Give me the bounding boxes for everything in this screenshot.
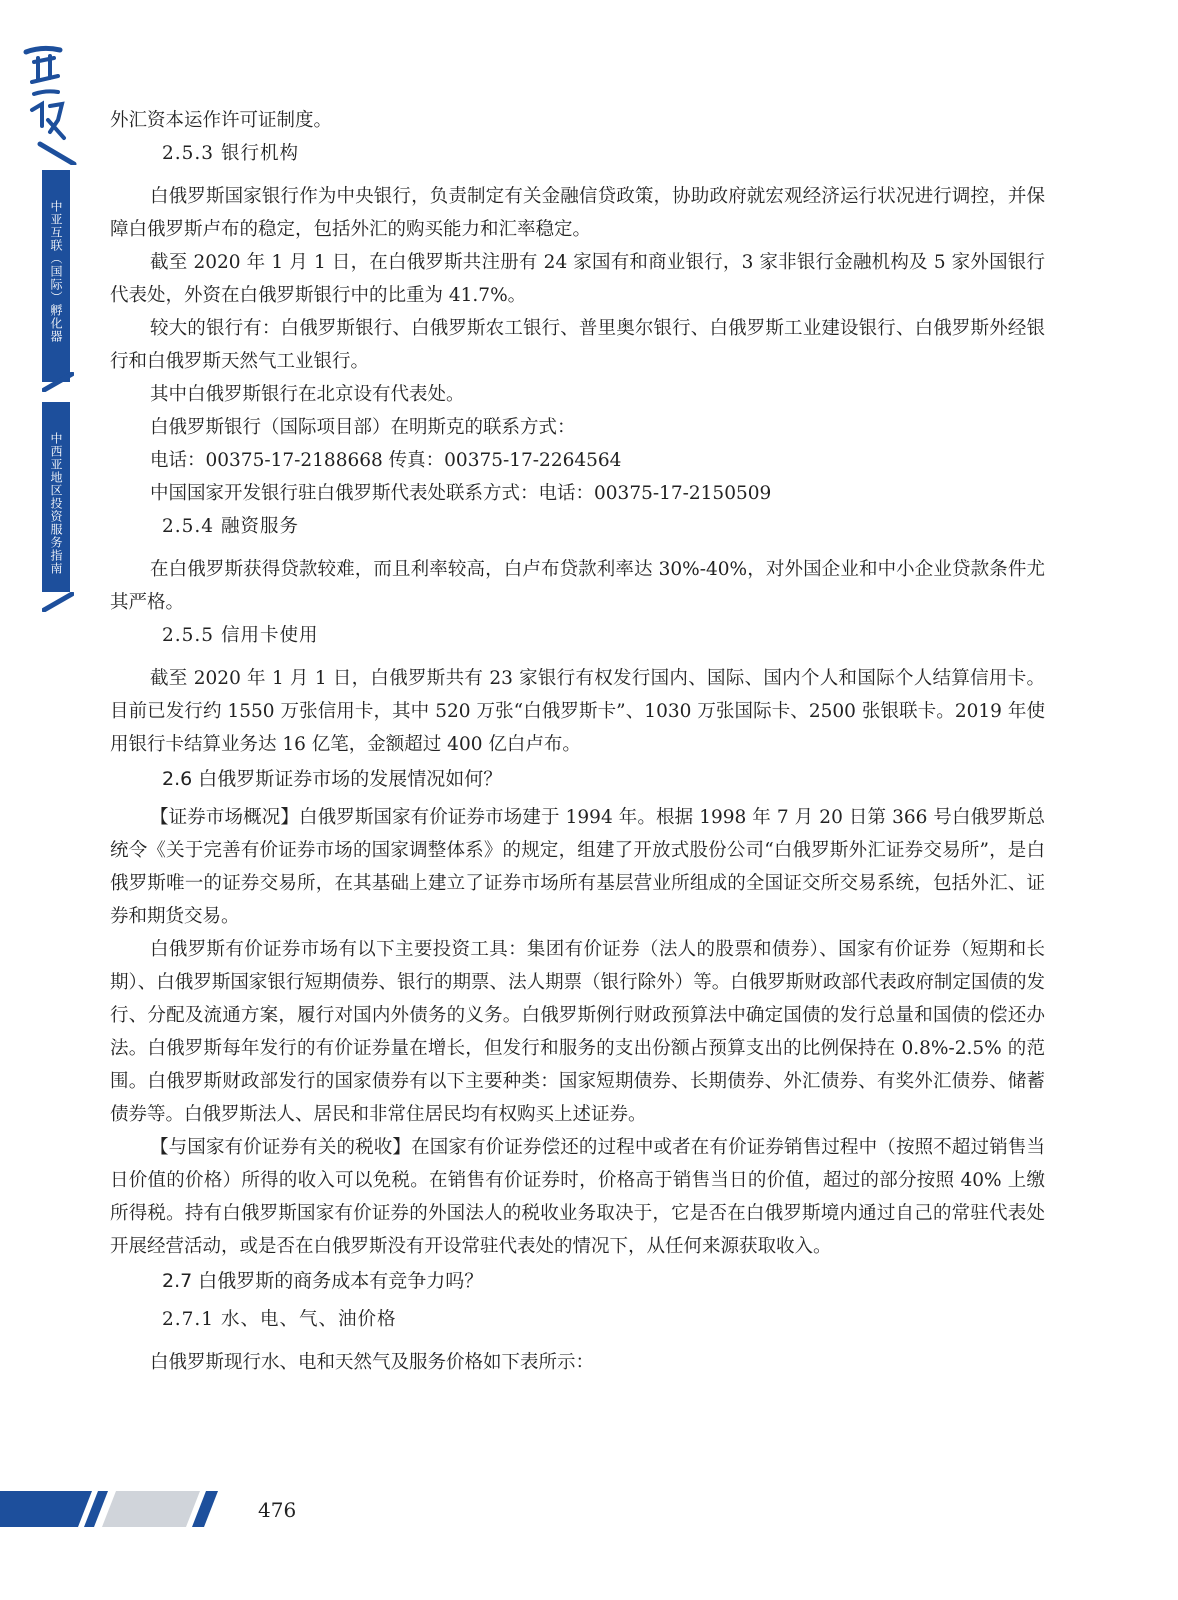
slash-decoration	[42, 592, 74, 612]
slash-decoration	[42, 372, 74, 392]
belt-and-road-logo	[20, 40, 80, 165]
side-band-incubator-text: 中亚互联（国际）孵化器	[49, 200, 63, 343]
section-heading-2-7-1: 2.7.1 水、电、气、油价格	[162, 1309, 397, 1330]
section-heading-2-6: 2.6 白俄罗斯证券市场的发展情况如何？	[162, 768, 503, 790]
section-heading-2-5-3: 2.5.3 银行机构	[162, 143, 299, 164]
section-heading-2-5-4: 2.5.4 融资服务	[162, 516, 299, 537]
section-heading-2-5-5: 2.5.5 信用卡使用	[162, 625, 319, 646]
paragraph: 中国国家开发银行驻白俄罗斯代表处联系方式：电话：00375-17-2150509	[150, 483, 772, 504]
side-band-incubator	[42, 170, 70, 382]
footer-stripes-decoration	[0, 1491, 230, 1527]
paragraph: 外汇资本运作许可证制度。	[110, 110, 333, 131]
paragraph: 较大的银行有：白俄罗斯银行、白俄罗斯农工银行、普里奥尔银行、白俄罗斯工业建设银行、白俄罗斯外经银行和白俄罗斯天然气工业银行。	[110, 318, 1045, 372]
paragraph: 截至 2020 年 1 月 1 日，在白俄罗斯共注册有 24 家国有和商业银行，3 家非银行金融机构及 5 家外国银行代表处，外资在白俄罗斯银行中的比重为 41.7%。	[110, 252, 1045, 306]
page-number: 476	[258, 1498, 297, 1522]
paragraph: 白俄罗斯国家银行作为中央银行，负责制定有关金融信贷政策，协助政府就宏观经济运行状况进行调控，并保障白俄罗斯卢布的稳定，包括外汇的购买能力和汇率稳定。	[110, 186, 1045, 240]
paragraph: 截至 2020 年 1 月 1 日，白俄罗斯共有 23 家银行有权发行国内、国际、国内个人和国际个人结算信用卡。目前已发行约 1550 万张信用卡，其中 520 万张“白俄罗斯卡”、1030 万张国际卡、2500 张银联卡。2019 年使用银行卡结算业务达 16 亿笔，金额超过 400 亿白卢布。	[110, 668, 1045, 755]
paragraph: 其中白俄罗斯银行在北京设有代表处。	[150, 384, 465, 405]
paragraph: 【与国家有价证券有关的税收】在国家有价证券偿还的过程中或者在有价证券销售过程中（按照不超过销售当日价值的价格）所得的收入可以免税。在销售有价证券时，价格高于销售当日的价值，超过的部分按照 40% 上缴所得税。持有白俄罗斯国家有价证券的外国法人的税收业务取决于，它是否在白俄罗斯境内通过自己的常驻代表处开展经营活动，或是否在白俄罗斯没有开设常驻代表处的情况下，从任何来源获取收入。	[110, 1137, 1045, 1257]
section-heading-2-7: 2.7 白俄罗斯的商务成本有竞争力吗？	[162, 1270, 484, 1292]
paragraph: 白俄罗斯现行水、电和天然气及服务价格如下表所示：	[150, 1352, 595, 1373]
paragraph: 白俄罗斯银行（国际项目部）在明斯克的联系方式：	[150, 417, 576, 438]
side-band-guide-text: 中西亚地区投资服务指南	[49, 432, 63, 575]
side-band-guide	[42, 402, 70, 592]
paragraph: 电话：00375-17-2188668 传真：00375-17-2264564	[150, 450, 622, 471]
page-body	[110, 104, 1045, 1379]
paragraph: 【证券市场概况】白俄罗斯国家有价证券市场建于 1994 年。根据 1998 年 7 月 20 日第 366 号白俄罗斯总统令《关于完善有价证券市场的国家调整体系》的规定，组建了开放式股份公司“白俄罗斯外汇证券交易所”，是白俄罗斯唯一的证券交易所，在其基础上建立了证券市场所有基层营业所组成的全国证交所交易系统，包括外汇、证券和期货交易。	[110, 807, 1045, 927]
paragraph: 在白俄罗斯获得贷款较难，而且利率较高，白卢布贷款利率达 30%-40%，对外国企业和中小企业贷款条件尤其严格。	[110, 559, 1045, 613]
paragraph: 白俄罗斯有价证券市场有以下主要投资工具：集团有价证券（法人的股票和债券）、国家有价证券（短期和长期）、白俄罗斯国家银行短期债券、银行的期票、法人期票（银行除外）等。白俄罗斯财政部代表政府制定国债的发行、分配及流通方案，履行对国内外债务的义务。白俄罗斯例行财政预算法中确定国债的发行总量和国债的偿还办法。白俄罗斯每年发行的有价证券量在增长，但发行和服务的支出份额占预算支出的比例保持在 0.8%-2.5% 的范围。白俄罗斯财政部发行的国家债券有以下主要种类：国家短期债券、长期债券、外汇债券、有奖外汇债券、储蓄债券等。白俄罗斯法人、居民和非常住居民均有权购买上述证券。	[110, 939, 1045, 1125]
